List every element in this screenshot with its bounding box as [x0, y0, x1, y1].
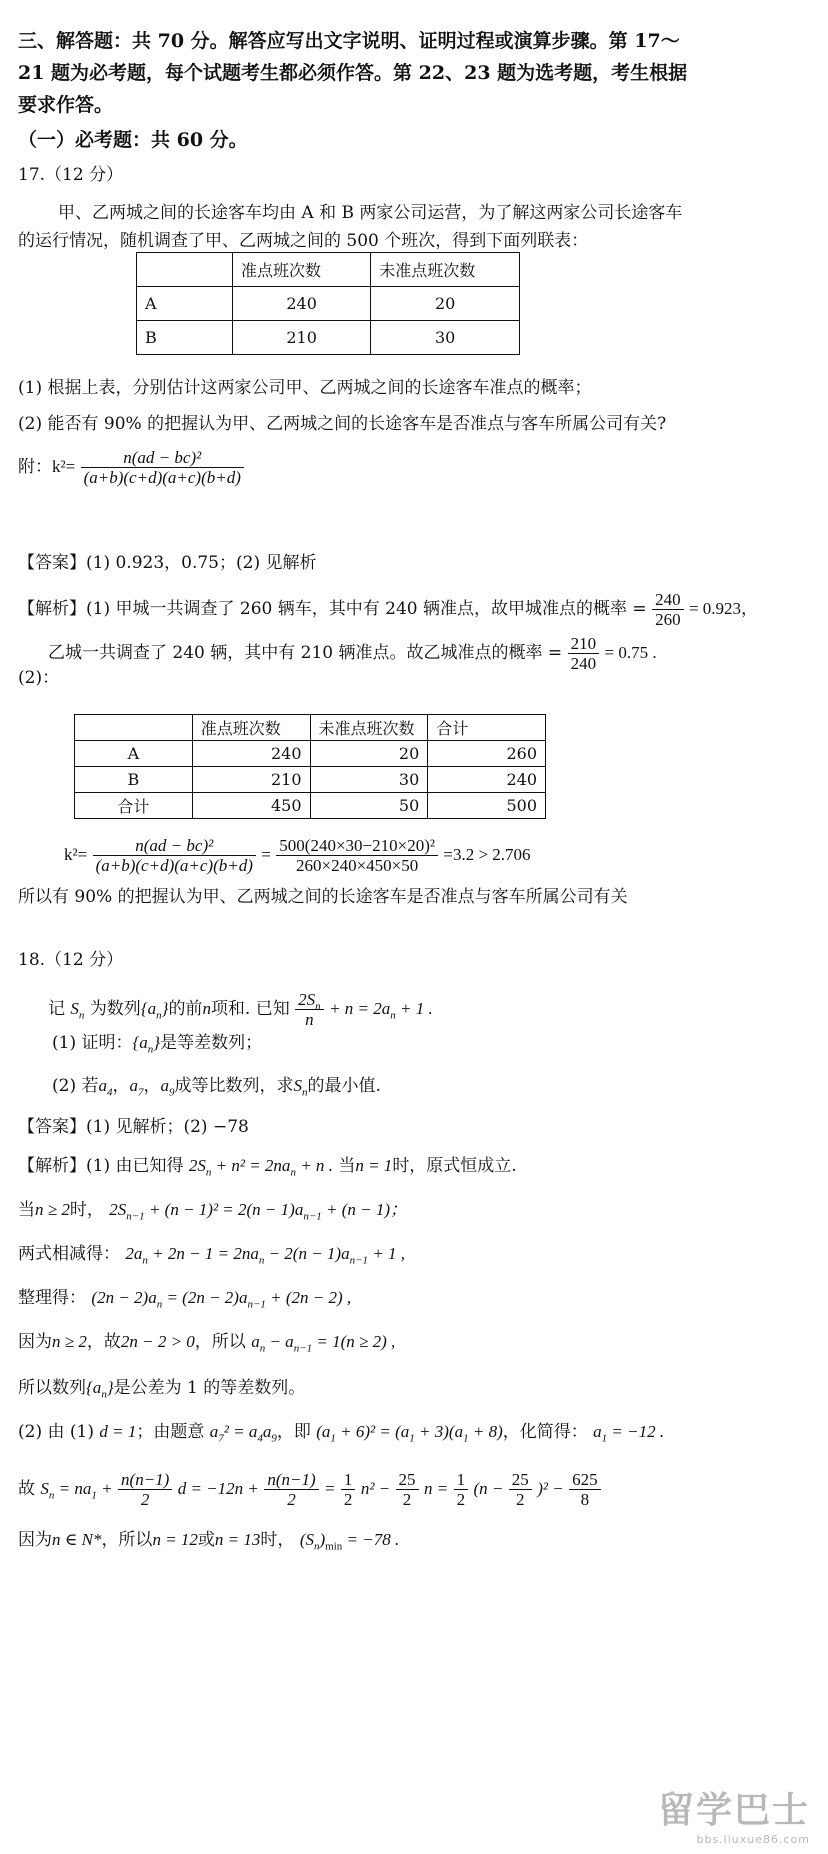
- intro-text: 为数列: [89, 999, 141, 1019]
- table-row: [75, 767, 546, 793]
- table-cell: 260: [428, 741, 546, 767]
- fraction-denominator: 260: [652, 609, 684, 629]
- q18-solution-line-2: 当n ≥ 2时， $2S_{n-1} + (n - 1)^2 = 2(n - 1)a_{n-1} + (n - 1)$；: [18, 1200, 408, 1223]
- fraction: $\frac{1}{2}$: [341, 1470, 356, 1509]
- section-line-3: 要求作答。: [18, 94, 114, 116]
- table-row: [75, 741, 546, 767]
- q18-solution-line-7: (2) 由 (1) d = 1；由题意 $a_7^2 = a_4a_9$，即 $(a_1 + 6)^2 = (a_1 + 3)(a_1 + 8)$，化简得： $a_1 = -12$ .: [18, 1422, 665, 1445]
- fraction-denominator: 260×240×450×50: [276, 855, 438, 875]
- table-header-cell: [75, 715, 193, 741]
- q17-k-squared-calc: [64, 836, 531, 875]
- q18-solution-line-5: 因为n ≥ 2，故2n − 2 > 0，所以 $a_n - a_{n-1} = 1(n \ge 2)$ ,: [18, 1332, 396, 1355]
- table-header-cell: 准点班次数: [192, 715, 310, 741]
- q17-part-1: (1) 根据上表，分别估计这两家公司甲、乙两城之间的长途客车准点的概率；: [18, 378, 592, 398]
- table-cell: 20: [310, 741, 428, 767]
- formula-lhs: k²=: [52, 457, 76, 476]
- q17-answer: 【答案】(1) 0.923，0.75；(2) 见解析: [18, 553, 317, 573]
- table-cell: 20: [371, 287, 520, 321]
- intro-symbol: n: [202, 999, 211, 1018]
- solution-2-result: = 0.75 .: [604, 643, 657, 662]
- table-cell: 210: [233, 321, 371, 355]
- section-line-1: 三、解答题：共 70 分。解答应写出文字说明、证明过程或演算步骤。第 17～: [18, 30, 680, 52]
- table-cell: B: [75, 767, 193, 793]
- intro-equation: + $n = 2a_n + 1$ .: [329, 999, 433, 1022]
- table-cell: 500: [428, 793, 546, 819]
- q18-part-2: (2) 若$a_4$，$a_7$，$a_9$成等比数列，求$S_n$的最小值.: [52, 1076, 381, 1099]
- fraction-denominator: 240: [568, 653, 600, 673]
- q17-header: 17.（12 分）: [18, 165, 124, 185]
- solution-1-result: = 0.923，: [688, 599, 759, 618]
- q17-intro-line-2: 的运行情况，随机调查了甲、乙两城之间的 500 个班次，得到下面列联表：: [18, 231, 589, 251]
- table-cell: 450: [192, 793, 310, 819]
- intro-symbol: $S_n$: [70, 999, 85, 1022]
- q18-solution-line-3: 两式相减得： $2a_n + 2n - 1 = 2na_n - 2(n - 1)a_{n-1} + 1$ ,: [18, 1244, 406, 1267]
- part-one-heading: （一）必考题：共 60 分。: [18, 129, 248, 151]
- table-cell: 240: [233, 287, 371, 321]
- table-cell: 50: [310, 793, 428, 819]
- fraction-numerator: 240: [655, 590, 681, 609]
- watermark: [658, 1782, 810, 1846]
- q17-contingency-table: [136, 252, 520, 355]
- table-cell: 30: [310, 767, 428, 793]
- fraction-denominator: n: [295, 1009, 324, 1029]
- intro-fraction: [295, 990, 324, 1029]
- solution-1-text: (1) 甲城一共调查了 260 辆车，其中有 240 辆准点，故甲城准点的概率 =: [86, 599, 647, 619]
- calc-equals: =: [261, 845, 271, 864]
- table-header-row: [137, 253, 520, 287]
- q18-header: 18.（12 分）: [18, 950, 124, 970]
- q18-intro: [48, 990, 433, 1029]
- fraction: $\frac{25}{2}$: [396, 1470, 419, 1509]
- table-cell: A: [75, 741, 193, 767]
- fraction: $\frac{25}{2}$: [509, 1470, 532, 1509]
- fraction: $\frac{n(n-1)}{2}$: [264, 1470, 318, 1509]
- formula-prefix: 附：: [18, 457, 52, 477]
- fraction: $\frac{n(n-1)}{2}$: [118, 1470, 172, 1509]
- table-row: [137, 321, 520, 355]
- table-cell: 30: [371, 321, 520, 355]
- watermark-url: bbs.liuxue86.com: [696, 1833, 810, 1846]
- q18-solution-line-4: 整理得： $(2n - 2)a_n = (2n - 2)a_{n-1} + (2n - 2)$ ,: [18, 1288, 352, 1311]
- table-cell: A: [137, 287, 233, 321]
- fraction-numerator: 210: [570, 634, 597, 653]
- q18-solution-line-8: 故 $S_n = na_1$ + $\frac{n(n-1)}{2}$ d = −12n + $\frac{n(n-1)}{2}$ = $\frac{1}{2}$ n² − $\frac{25}{2}$ n = $\frac{1}{2}$ (n − $\frac{25}{2}$ )² − $\frac{625}{8}$: [18, 1470, 601, 1509]
- table-header-row: [75, 715, 546, 741]
- table-cell: 240: [428, 767, 546, 793]
- q18-part-1: (1) 证明：$\{a_n\}$是等差数列；: [52, 1033, 263, 1056]
- table-row: [75, 793, 546, 819]
- solution-2-text: 乙城一共调查了 240 辆，其中有 210 辆准点。故乙城准点的概率 =: [48, 643, 563, 663]
- intro-text: 项和. 已知: [210, 999, 290, 1019]
- q18-solution-line-9: 因为n ∈ N*，所以n = 12或n = 13时， $(S_n)_{min} = -78$ .: [18, 1530, 400, 1553]
- intro-text: 记: [48, 999, 65, 1019]
- calc-result: =3.2 > 2.706: [443, 845, 531, 864]
- formula-denominator: (a+b)(c+d)(a+c)(b+d): [81, 467, 244, 487]
- formula-numerator: n(ad − bc)²: [123, 448, 202, 467]
- fraction: $\frac{1}{2}$: [454, 1470, 469, 1509]
- q18-solution-line-6: 所以数列$\{a_n\}$是公差为 1 的等差数列。: [18, 1378, 306, 1401]
- solution-2-fraction: [568, 634, 600, 673]
- q17-totals-table: [74, 714, 546, 819]
- q17-formula: [18, 448, 244, 487]
- fraction: $\frac{625}{8}$: [569, 1470, 601, 1509]
- q17-part-2: (2) 能否有 90% 的把握认为甲、乙两城之间的长途客车是否准点与客车所属公司有关?: [18, 414, 667, 434]
- fraction-numerator: $2S_n$: [298, 990, 321, 1013]
- fraction-denominator: (a+b)(c+d)(a+c)(b+d): [93, 855, 256, 875]
- watermark-logo-text: 留学巴士: [657, 1790, 810, 1831]
- q18-answer: 【答案】(1) 见解析；(2) −78: [18, 1117, 249, 1137]
- table-row: [137, 287, 520, 321]
- section-line-2: 21 题为必考题，每个试题考生都必须作答。第 22、23 题为选考题，考生根据: [18, 62, 688, 84]
- table-header-cell: 未准点班次数: [310, 715, 428, 741]
- intro-text: 的前: [168, 999, 203, 1019]
- fraction-numerator: n(ad − bc)²: [135, 836, 214, 855]
- solution-label: 【解析】: [18, 599, 86, 619]
- q17-intro-line-1: 甲、乙两城之间的长途客车均由 A 和 B 两家公司运营，为了解这两家公司长途客车: [58, 203, 683, 223]
- calc-value-fraction: [276, 836, 438, 875]
- table-header-cell: 未准点班次数: [371, 253, 520, 287]
- table-cell: B: [137, 321, 233, 355]
- table-header-cell: 准点班次数: [233, 253, 371, 287]
- q17-solution-part-2: (2)：: [18, 668, 60, 688]
- q17-solution-2: [48, 634, 657, 673]
- fraction-numerator: 500(240×30−210×20)²: [279, 836, 435, 855]
- table-cell: 210: [192, 767, 310, 793]
- formula-fraction: [81, 448, 244, 487]
- q17-conclusion: 所以有 90% 的把握认为甲、乙两城之间的长途客车是否准点与客车所属公司有关: [18, 887, 628, 907]
- calc-lhs: k²=: [64, 845, 88, 864]
- intro-symbol: $\{a_n\}$: [140, 999, 169, 1022]
- table-cell: 240: [192, 741, 310, 767]
- table-header-cell: 合计: [428, 715, 546, 741]
- calc-formula-fraction: [93, 836, 256, 875]
- table-cell: 合计: [75, 793, 193, 819]
- table-header-cell: [137, 253, 233, 287]
- q17-solution-1: [18, 590, 758, 629]
- solution-1-fraction: [652, 590, 684, 629]
- q18-solution-line-1: 【解析】(1) 由已知得 $2S_n + n^2 = 2na_n + n$ . 当n = 1时，原式恒成立.: [18, 1156, 517, 1179]
